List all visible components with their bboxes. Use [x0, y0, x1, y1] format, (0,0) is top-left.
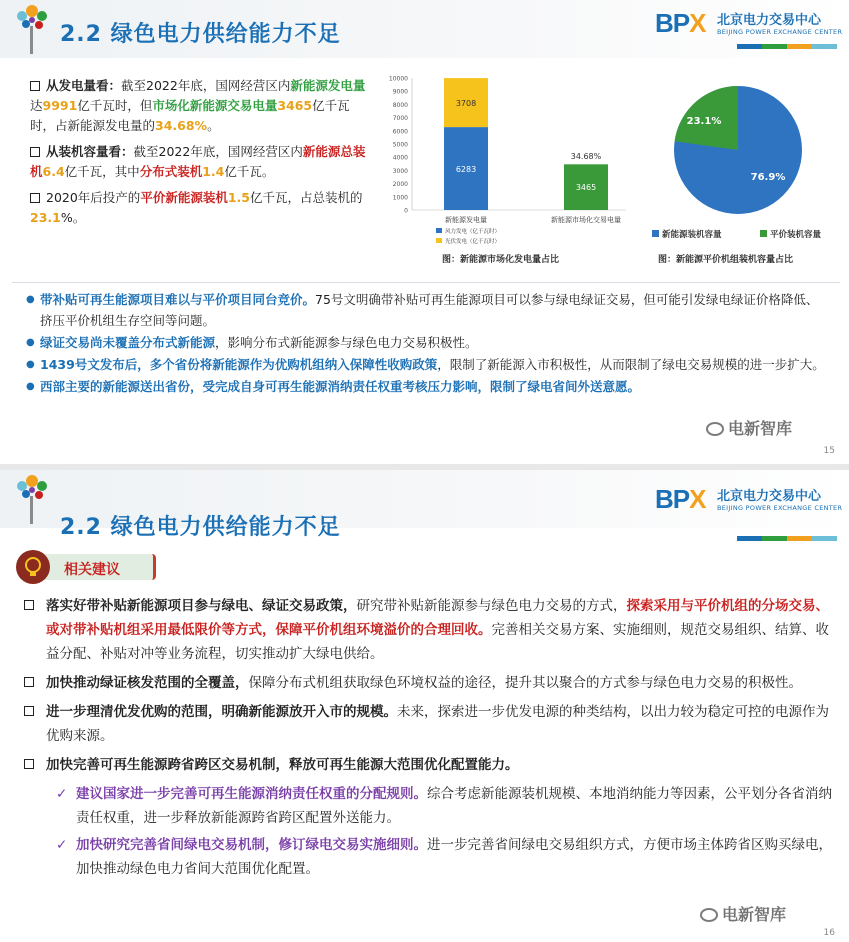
label-wind: 6283 [455, 165, 477, 174]
legend-wind: 风力发电（亿千瓦时） [445, 229, 501, 235]
page-title: 2.2 绿色电力供给能力不足 [60, 515, 341, 540]
bar-chart-svg [376, 70, 632, 250]
pie-legend-b: 平价装机容量 [770, 230, 822, 240]
checkbox-icon [24, 706, 34, 716]
legend-pv: 光伏发电（亿千瓦时） [445, 239, 501, 245]
issue-item: ● 1439号文发布后，多个省份将新能源作为优购机组纳入保障性收购政策，限制了新能源入市积极性，从而限制了绿电交易规模的进一步扩大。 [26, 354, 828, 375]
wechat-icon [700, 908, 718, 922]
pie-chart-svg [638, 70, 842, 250]
tree-logo-icon [12, 4, 52, 56]
y-tick-label: 0 [404, 207, 408, 215]
page-title: 2.2 绿色电力供给能力不足 [60, 22, 341, 47]
checkbox-icon [24, 677, 34, 687]
y-tick-label: 2000 [392, 181, 408, 189]
y-tick-label: 6000 [392, 128, 408, 136]
x-tick-1: 新能源发电量 [445, 216, 487, 224]
label-market: 3465 [575, 183, 597, 192]
pie-label-b: 23.1% [686, 116, 722, 127]
bar-chart-caption: 图：新能源市场化发电量占比 [442, 255, 560, 265]
para-parity: 2020年后投产的平价新能源装机1.5亿千瓦，占总装机的23.1%。 [30, 190, 363, 225]
checkbox-icon [30, 193, 40, 203]
watermark: 电新智库 [706, 416, 792, 439]
y-tick-label: 4000 [392, 154, 408, 162]
para-capacity: 从装机容量看：截至2022年底，国网经营区内新能源总装机6.4亿千瓦，其中分布式装机1.4亿千瓦。 [30, 144, 366, 179]
tree-logo-icon [12, 474, 52, 526]
checkbox-icon [30, 81, 40, 91]
x-tick-2: 新能源市场化交易电量 [551, 216, 621, 224]
page-number: 15 [823, 446, 835, 456]
page-number: 16 [823, 928, 835, 938]
y-tick-label: 3000 [392, 167, 408, 175]
suggestion-item: 落实好带补贴新能源项目参与绿电、绿证交易政策，研究带补贴新能源参与绿色电力交易的方式，探索采用与平价机组的分场交易、或对带补贴机组采用最低限价等方式，保障平价机组环境溢价的合理回收。完善相关交易方案、实施细则，规范交易组织、结算、收益分配、补贴对冲等业务流程，切实推动扩大绿电供给。 [24, 594, 840, 666]
bar-chart [376, 70, 632, 268]
y-axis [389, 76, 408, 215]
slide-16 [0, 470, 849, 942]
issue-item: ● 绿证交易尚未覆盖分布式新能源，影响分布式新能源参与绿色电力交易积极性。 [26, 332, 828, 353]
label-pct: 34.68% [570, 152, 602, 161]
checkbox-icon [24, 759, 34, 769]
y-tick-label: 9000 [392, 88, 408, 96]
logo-en-text: BEIJING POWER EXCHANGE CENTER [717, 504, 843, 512]
suggestions-badge [16, 550, 158, 584]
check-icon: ✓ [56, 837, 68, 853]
color-bar [737, 536, 837, 541]
wechat-icon [706, 422, 724, 436]
y-tick-label: 7000 [392, 115, 408, 123]
suggestions-list [24, 594, 840, 884]
slide-15 [0, 0, 849, 464]
suggestions-label: 相关建议 [64, 562, 120, 578]
pie-chart [638, 70, 842, 268]
y-tick-label: 10000 [388, 75, 408, 83]
suggestion-item: 加快完善可再生能源跨省跨区交易机制，释放可再生能源大范围优化配置能力。 [24, 753, 840, 777]
issue-item: ● 西部主要的新能源送出省份，受完成自身可再生能源消纳责任权重考核压力影响，限制了绿电省间外送意愿。 [26, 376, 828, 397]
suggestion-item: 进一步理清优发优购的范围，明确新能源放开入市的规模。未来，探索进一步优发电源的种类结构，以出力较为稳定可控的电源作为优购来源。 [24, 700, 840, 748]
suggestion-item: 加快推动绿证核发范围的全覆盖，保障分布式机组获取绿色环境权益的途径，提升其以聚合的方式参与绿色电力交易的积极性。 [24, 671, 840, 695]
para-generation: 从发电量看：截至2022年底，国网经营区内新能源发电量达9991亿千瓦时，但市场化新能源交易电量3465亿千瓦时，占新能源发电量的34.68%。 [30, 78, 366, 133]
bpx-logo: BPX 北京电力交易中心 BEIJING POWER EXCHANGE CENTER [655, 484, 843, 514]
pie-legend-a: 新能源装机容量 [662, 230, 722, 240]
issue-item: ● 带补贴可再生能源项目难以与平价项目同台竞价。75号文明确带补贴可再生能源项目可以参与绿电绿证交易，但可能引发绿电绿证价格降低、挤压平价机组生存空间等问题。 [26, 289, 828, 331]
sub-suggestion: ✓ 建议国家进一步完善可再生能源消纳责任权重的分配规则。综合考虑新能源装机规模、本地消纳能力等因素，公平划分各省消纳责任权重，进一步释放新能源跨省跨区配置外送能力。 [24, 782, 840, 830]
pie-chart-caption: 图：新能源平价机组装机容量占比 [658, 255, 794, 265]
y-tick-label: 5000 [392, 141, 408, 149]
logo-cn-text: 北京电力交易中心 [717, 489, 822, 504]
checkbox-icon [24, 600, 34, 610]
y-tick-label: 1000 [392, 194, 408, 202]
checkbox-icon [30, 147, 40, 157]
bpx-logo: BPX 北京电力交易中心 BEIJING POWER EXCHANGE CENTER [655, 8, 843, 38]
lightbulb-icon [16, 550, 50, 584]
label-pv: 3708 [455, 99, 477, 108]
logo-cn-text: 北京电力交易中心 [717, 13, 822, 28]
check-icon: ✓ [56, 786, 68, 802]
pie-label-a: 76.9% [750, 172, 786, 183]
sub-suggestion: ✓ 加快研究完善省间绿电交易机制，修订绿电交易实施细则。进一步完善省间绿电交易组织方式，方便市场主体跨省区购买绿电，加快推动绿色电力省间大范围优化配置。 [24, 833, 840, 881]
logo-en-text: BEIJING POWER EXCHANGE CENTER [717, 28, 843, 36]
issues-box [12, 282, 840, 438]
color-bar [737, 44, 837, 49]
y-tick-label: 8000 [392, 101, 408, 109]
summary-text [30, 76, 368, 234]
watermark: 电新智库 [700, 902, 786, 925]
